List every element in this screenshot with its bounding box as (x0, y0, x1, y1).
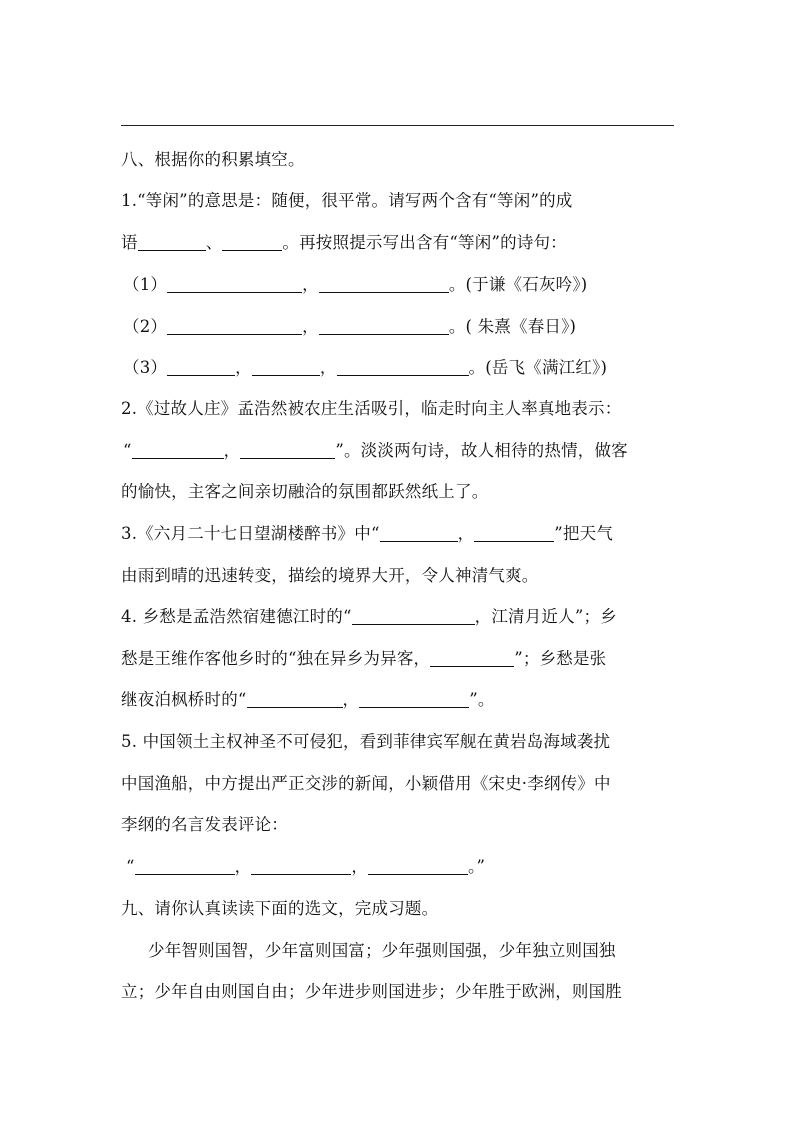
q1-sub3-blank-a[interactable] (167, 359, 235, 376)
passage-line-2: 立；少年自由则国自由；少年进步则国进步；少年胜于欧洲，则国胜 (121, 982, 622, 1001)
q4-text-d: ”；乡愁是张 (514, 649, 607, 668)
q2-open-quote: “ (123, 441, 132, 460)
q2-line-2 (123, 440, 628, 462)
q4-text-a: 4. 乡愁是孟浩然宿建德江时的“ (121, 607, 352, 626)
q3-text-a: 3.《六月二十七日望湖楼醉书》中“ (121, 524, 380, 543)
q5-line-1: 5. 中国领土主权神圣不可侵犯，看到菲律宾军舰在黄岩岛海域袭扰 (121, 732, 611, 751)
q4-blank-d[interactable] (359, 691, 469, 708)
q1-line-2 (121, 232, 567, 254)
q2-blank-a[interactable] (132, 442, 224, 459)
q1-sub-2 (123, 316, 576, 338)
q3-line-2: 由雨到晴的迅速转变，描绘的境界大开，令人神清气爽。 (121, 566, 539, 585)
q1-sub1-source: 。(于谦《石灰吟》) (448, 275, 588, 294)
q1-sub1-blank-a[interactable] (167, 276, 302, 293)
q5-line-4 (126, 856, 485, 878)
q1-sub-1 (123, 274, 587, 296)
q5-open-quote: “ (126, 857, 135, 876)
q3-line-1 (121, 523, 613, 545)
q4-blank-c[interactable] (247, 691, 343, 708)
q3-blank-a[interactable] (380, 525, 458, 542)
q2-line-3: 的愉快，主客之间亲切融洽的氛围都跃然纸上了。 (121, 482, 489, 501)
comma: ， (457, 524, 475, 543)
q5-blank-c[interactable] (368, 858, 468, 875)
q4-text-b: ，江清月近人”；乡 (474, 607, 617, 626)
q2-line-1: 2.《过故人庄》孟浩然被农庄生活吸引，临走时向主人率真地表示： (121, 399, 622, 418)
q4-line-1 (121, 606, 617, 628)
q1-sub3-blank-c[interactable] (337, 359, 469, 376)
q5-line-2: 中国渔船，中方提出严正交涉的新闻，小颖借用《宋史·李纲传》中 (121, 774, 611, 793)
q4-text-e: 继夜泊枫桥时的“ (121, 690, 247, 709)
q1-text-a: 语 (121, 233, 138, 252)
q5-line-3: 李纲的名言发表评论： (121, 815, 288, 834)
section-9-heading: 九、请你认真读读下面的选文，完成习题。 (121, 899, 439, 918)
q1-idiom-blank-1[interactable] (138, 234, 206, 251)
comma: ， (342, 690, 360, 709)
q3-blank-b[interactable] (474, 525, 554, 542)
q1-sep: 、 (205, 233, 223, 252)
passage-line-1: 少年智则国智，少年富则国富；少年强则国强，少年独立则国独 (148, 941, 616, 960)
comma: ， (223, 441, 241, 460)
q2-text: ”。淡淡两句诗，故人相待的热情，做客 (335, 441, 628, 460)
q1-sub-3 (123, 357, 607, 379)
q1-sub3-blank-b[interactable] (252, 359, 320, 376)
q3-text-b: ”把天气 (554, 524, 614, 543)
comma: ， (351, 857, 369, 876)
q4-line-2 (121, 648, 606, 670)
q5-blank-b[interactable] (251, 858, 351, 875)
q1-line-1: 1.“等闲”的意思是：随便，很平常。请写两个含有“等闲”的成 (121, 191, 573, 210)
q1-sub3-source: 。(岳飞《满江红》) (468, 358, 608, 377)
q1-idiom-blank-2[interactable] (222, 234, 282, 251)
q1-sub2-blank-a[interactable] (167, 318, 302, 335)
q5-blank-a[interactable] (135, 858, 235, 875)
section-8-heading: 八、根据你的积累填空。 (121, 150, 305, 169)
header-rule (121, 125, 674, 126)
comma: ， (234, 857, 252, 876)
q4-blank-a[interactable] (352, 608, 475, 625)
comma: ， (319, 358, 337, 377)
comma: ， (302, 275, 319, 294)
q1-sub1-blank-b[interactable] (319, 276, 449, 293)
q5-close: 。” (468, 857, 486, 876)
q4-line-3 (121, 689, 495, 711)
q4-blank-b[interactable] (430, 650, 514, 667)
q1-text-b: 。再按照提示写出含有“等闲”的诗句： (282, 233, 567, 252)
q4-text-f: ”。 (469, 690, 495, 709)
q1-sub3-num: （3） (123, 358, 168, 377)
q1-sub2-blank-b[interactable] (319, 318, 449, 335)
comma: ， (235, 358, 252, 377)
q1-sub2-source: 。( 朱熹《春日》) (448, 317, 577, 336)
q4-text-c: 愁是王维作客他乡时的“独在异乡为异客， (121, 649, 431, 668)
comma: ， (302, 317, 319, 336)
q1-sub1-num: （1） (123, 275, 168, 294)
q1-sub2-num: （2） (123, 317, 168, 336)
q2-blank-b[interactable] (240, 442, 335, 459)
